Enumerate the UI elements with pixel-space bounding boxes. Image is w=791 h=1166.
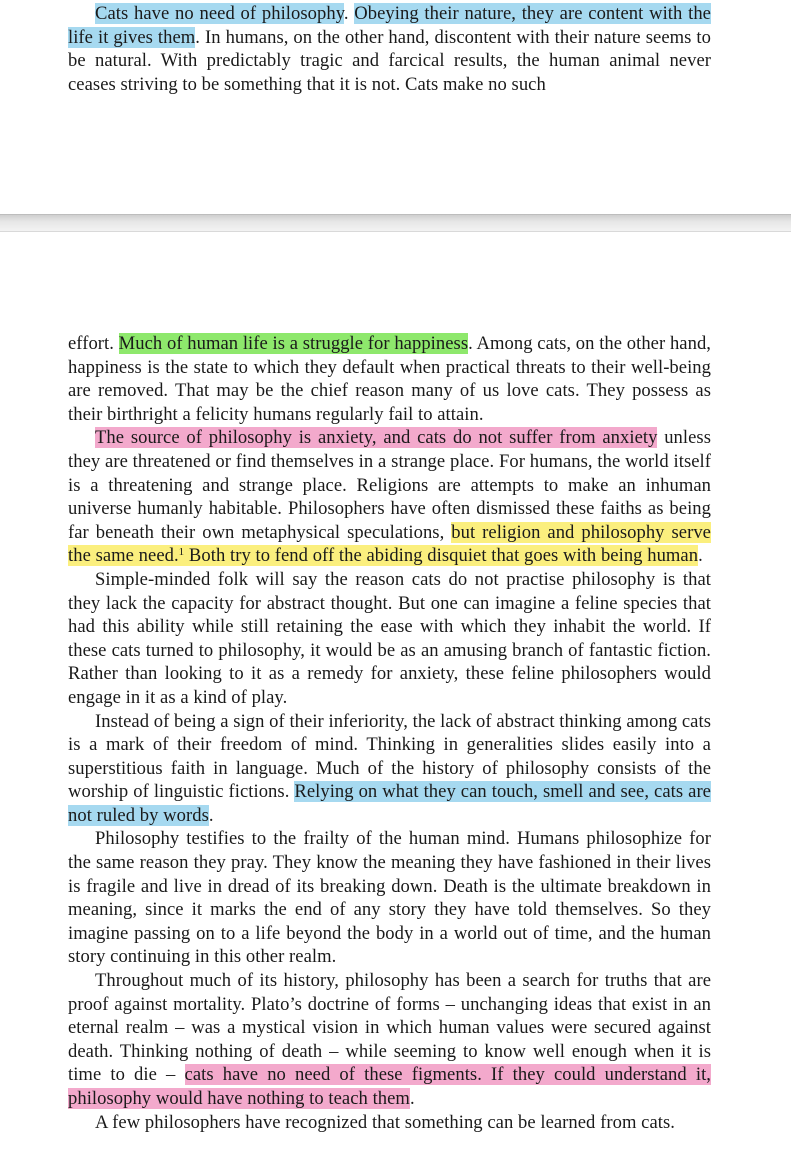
text-run: . bbox=[208, 804, 214, 826]
highlight-pink[interactable]: cats have no need of these figments. If they could understand it, philosophy would have nothing to teach them bbox=[68, 1064, 711, 1109]
paragraph bbox=[68, 969, 711, 1111]
paragraph bbox=[68, 426, 711, 568]
text-run: . Among cats, on the other hand, happiness is the state to which they default when practical threats to their well-being are removed. That may be the chief reason many of us love cats. They possess as their birthright a felicity humans regularly fail to attain. bbox=[68, 333, 711, 425]
highlight-blue[interactable]: Cats have no need of philosophy bbox=[95, 3, 344, 24]
footnote-marker[interactable]: 1 bbox=[178, 546, 185, 559]
text-run: . bbox=[409, 1088, 415, 1109]
page-top bbox=[0, 0, 791, 214]
page-separator bbox=[0, 214, 791, 232]
highlight-pink[interactable]: The source of philosophy is anxiety, and cats do not suffer from anxiety bbox=[95, 427, 658, 449]
text-run: Instead of being a sign of their inferiority, the lack of abstract thinking among cats is a mark of their freedom of mind. Thinking in generalities slides easily into a superstitious faith in language. Much of the history of philosophy consists of the worship of linguistic fictions. bbox=[68, 710, 711, 803]
text-run: . bbox=[698, 545, 703, 567]
text-run: Throughout much of its history, philosophy has been a search for truths that are proof against mortality. Plato’s doctrine of forms – unchanging ideas that exist in an eternal realm – was a mystical vision in which human values were secured against death. Thinking nothing of death – while seeming to know well enough when it is time to die – bbox=[68, 970, 711, 1086]
page-bottom-text bbox=[68, 332, 711, 1134]
highlight-blue[interactable]: Relying on what they can touch, smell and see, cats are not ruled by words bbox=[68, 781, 711, 826]
highlight-blue[interactable]: Obeying their nature, they are content with the life it gives them bbox=[68, 3, 711, 48]
paragraph bbox=[68, 2, 711, 96]
text-run: . In humans, on the other hand, discontent with their nature seems to be natural. With predictably tragic and farcical results, the human animal never ceases striving to be something that it is not. Cats make no such bbox=[68, 26, 711, 95]
text-run: . bbox=[343, 3, 355, 24]
paragraph: A few philosophers have recognized that something can be learned from cats. bbox=[95, 1111, 675, 1133]
page-top-text bbox=[68, 2, 711, 96]
paragraph bbox=[68, 710, 711, 828]
text-run: Both try to fend off the abiding disquiet that goes with being human bbox=[184, 545, 699, 567]
text-run: but religion and philosophy serve the same need. bbox=[68, 521, 711, 567]
paragraph: Simple-minded folk will say the reason cats do not practise philosophy is that they lack the capacity for abstract thought. But one can imagine a feline species that had this ability while still retaining the ease with which they inhabit the world. If these cats turned to philosophy, it would be as an amusing branch of fantastic fiction. Rather than looking to it as a remedy for anxiety, these feline philosophers would engage in it as a kind of play. bbox=[68, 568, 711, 708]
highlight-green[interactable]: Much of human life is a struggle for happiness bbox=[118, 333, 469, 354]
paragraph bbox=[68, 332, 711, 426]
paragraph: Philosophy testifies to the frailty of the human mind. Humans philosophize for the same reason they pray. They know the meaning they have fashioned in their lives is fragile and live in dread of its breaking down. Death is the ultimate breakdown in meaning, since it marks the end of any story they have told themselves. So they imagine passing on to a life beyond the body in a world out of time, and the human story continuing in this other realm. bbox=[68, 828, 711, 968]
text-run: unless they are threatened or find themselves in a strange place. For humans, the world itself is a threatening and strange place. Religions are attempts to make an inhuman universe humanly habitable. Philosophers have often dismissed these faiths as being far beneath their own metaphysical speculations, bbox=[68, 427, 711, 543]
page-bottom bbox=[0, 232, 791, 1166]
text-run: effort. bbox=[68, 333, 119, 354]
